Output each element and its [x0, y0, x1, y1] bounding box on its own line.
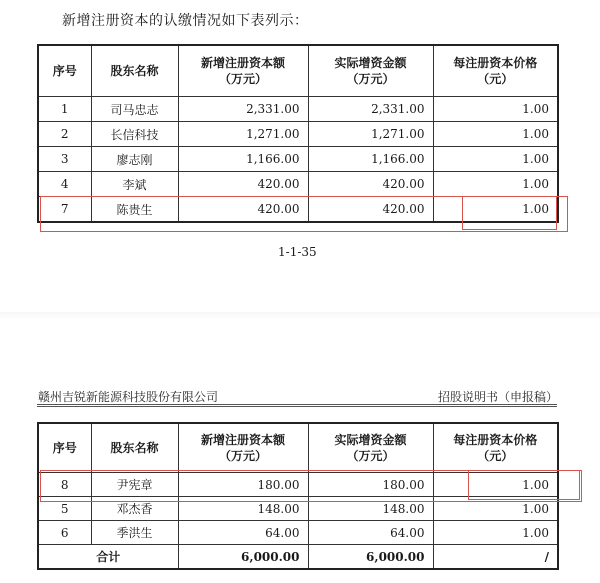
total-label: 合计: [38, 545, 178, 570]
page-number: 1-1-35: [278, 245, 317, 259]
table-header-row: [38, 45, 558, 97]
cell-actual: 64.00: [308, 521, 433, 545]
header-new-capital: 新增注册资本额 （万元）: [178, 45, 308, 97]
cell-actual: 420.00: [308, 172, 433, 197]
intro-text: 新增注册资本的认缴情况如下表列示：: [62, 13, 309, 29]
cell-new-capital: 180.00: [178, 473, 308, 497]
capital-table-2: [37, 422, 559, 570]
cell-price: 1.00: [433, 172, 558, 197]
table-row: [38, 497, 558, 521]
total-price: /: [433, 545, 558, 570]
header-price: 每注册资本价格 （元）: [433, 423, 558, 473]
cell-name: 李斌: [91, 172, 178, 197]
cell-actual: 1,166.00: [308, 147, 433, 172]
cell-price: 1.00: [433, 521, 558, 545]
cell-seq: 6: [38, 521, 91, 545]
cell-actual: 2,331.00: [308, 97, 433, 122]
header-seq: 序号: [38, 423, 91, 473]
cell-name: 尹宪章: [91, 473, 178, 497]
header-rule: [37, 404, 557, 407]
header-seq: 序号: [38, 45, 91, 97]
cell-seq: 4: [38, 172, 91, 197]
cell-actual: 148.00: [308, 497, 433, 521]
cell-seq: 2: [38, 122, 91, 147]
cell-name: 邓杰香: [91, 497, 178, 521]
page-break: [0, 312, 600, 320]
cell-seq: 7: [38, 197, 91, 223]
company-name: 赣州吉锐新能源科技股份有限公司: [38, 390, 219, 404]
table-row: [38, 172, 558, 197]
cell-new-capital: 420.00: [178, 197, 308, 223]
cell-new-capital: 420.00: [178, 172, 308, 197]
cell-new-capital: 64.00: [178, 521, 308, 545]
table-row: [38, 122, 558, 147]
cell-new-capital: 2,331.00: [178, 97, 308, 122]
cell-actual: 1,271.00: [308, 122, 433, 147]
cell-name: 司马忠志: [91, 97, 178, 122]
table-row: [38, 473, 558, 497]
total-actual: 6,000.00: [308, 545, 433, 570]
table-header-row: [38, 423, 558, 473]
header-name: 股东名称: [91, 423, 178, 473]
table-row: [38, 147, 558, 172]
header-actual: 实际增资金额 （万元）: [308, 423, 433, 473]
table-row: [38, 521, 558, 545]
cell-price: 1.00: [433, 122, 558, 147]
cell-actual: 180.00: [308, 473, 433, 497]
total-new-capital: 6,000.00: [178, 545, 308, 570]
header-price: 每注册资本价格 （元）: [433, 45, 558, 97]
cell-seq: 1: [38, 97, 91, 122]
cell-name: 长信科技: [91, 122, 178, 147]
cell-new-capital: 1,166.00: [178, 147, 308, 172]
header-new-capital: 新增注册资本额 （万元）: [178, 423, 308, 473]
cell-seq: 8: [38, 473, 91, 497]
cell-seq: 3: [38, 147, 91, 172]
cell-name: 陈贵生: [91, 197, 178, 223]
header-actual: 实际增资金额 （万元）: [308, 45, 433, 97]
cell-new-capital: 148.00: [178, 497, 308, 521]
cell-price: 1.00: [433, 97, 558, 122]
cell-new-capital: 1,271.00: [178, 122, 308, 147]
cell-name: 廖志刚: [91, 147, 178, 172]
cell-price: 1.00: [433, 497, 558, 521]
capital-table-1: [37, 44, 559, 223]
cell-price: 1.00: [433, 147, 558, 172]
cell-name: 季洪生: [91, 521, 178, 545]
cell-price: 1.00: [433, 473, 558, 497]
cell-price: 1.00: [433, 197, 558, 223]
table-row: [38, 97, 558, 122]
document-type: 招股说明书（申报稿）: [438, 390, 559, 404]
cell-seq: 5: [38, 497, 91, 521]
table-total-row: [38, 545, 558, 570]
table-row: [38, 197, 558, 223]
header-name: 股东名称: [91, 45, 178, 97]
cell-actual: 420.00: [308, 197, 433, 223]
